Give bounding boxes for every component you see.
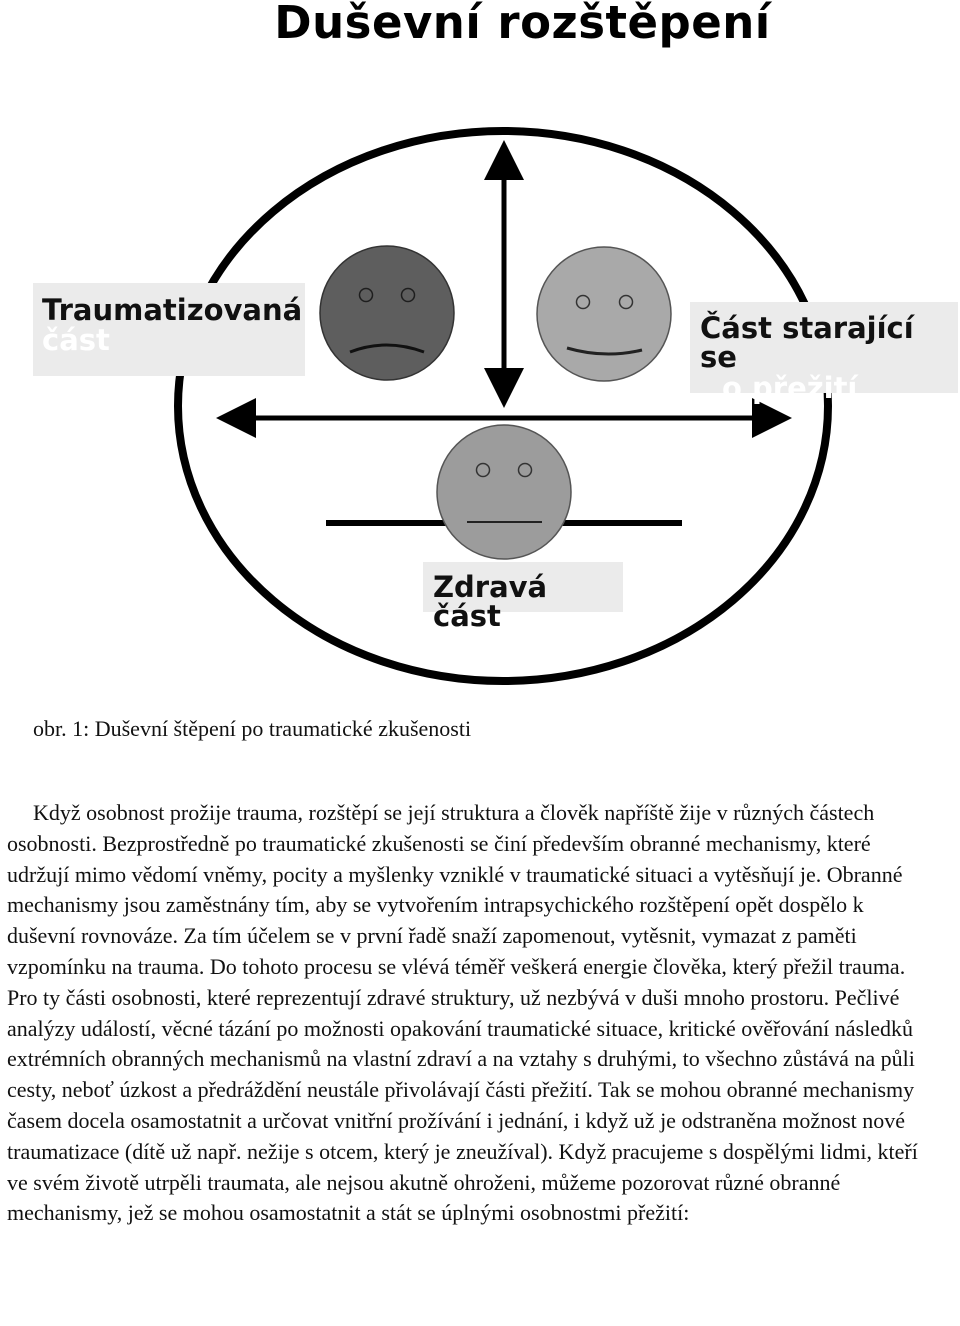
- neutral-face-icon: [437, 425, 571, 559]
- traumatized-part-label: [33, 283, 305, 376]
- page-title: Duševní rozštěpení: [274, 0, 771, 49]
- traumatized-label-line1: Traumatizovaná: [42, 293, 303, 327]
- figure-caption: obr. 1: Duševní štěpení po traumatické zkušenosti: [33, 716, 472, 741]
- traumatized-label-line2: část: [42, 323, 110, 357]
- healthy-label: Zdravá část: [433, 570, 548, 633]
- healthy-part-label: [423, 562, 623, 633]
- sad-face-icon: [320, 246, 454, 380]
- survival-part-label: [690, 302, 958, 405]
- survival-label-line2: o přežití: [722, 371, 858, 405]
- smiling-face-icon: [537, 247, 671, 381]
- body-paragraph: Když osobnost prožije trauma, rozštěpí se její struktura a člověk napříště žije v různých částech osobnosti. Bezprostředně po traumatické zkušenosti se činí především obranné mechanismy, které udržují mimo vědomí vněmy, pocity a myšlenky vzniklé v traumatické situaci a vytěsňují je. Obranné mechanismy jsou zaměstnány tím, aby se vytvořením intrapsychického rozštěpení opět dospělo k duševní rovnováze. Za tím účelem se v první řadě snaží zapomenout, vytěsnit, vymazat z paměti vzpomínku na trauma. Do tohoto procesu se vlévá téměř veškerá energie člověka, který přežil trauma. Pro ty části osobnosti, které reprezentují zdravé struktury, už nezbývá v duši mnoho prostoru. Pečlivé analýzy událostí, věcné tázání po možnosti opakování traumatické situace, kritické ověřování následků extrémních obranných mechanismů na vlastní zdraví a na vztahy s druhými, to všechno zůstává na půli cesty, neboť úzkost a předráždění neustále přivolávají části přežití. Tak se mohou obranné mechanismy časem docela osamostatnit a určovat vnitřní prožívání i jednání, i když už je odstraněna možnost nové traumatizace (dítě už např. nežije s otcem, který je zneužíval). Když pracujeme s dospělými lidmi, kteří ve svém životě utrpěli traumata, ale nejsou akutně ohroženi, můžeme pozorovat různé obranné mechanismy, jež se mohou osamostatnit a stát se úplnými osobnostmi přežití:: [7, 800, 918, 1226]
- survival-label-line1: Část starající se: [700, 311, 914, 374]
